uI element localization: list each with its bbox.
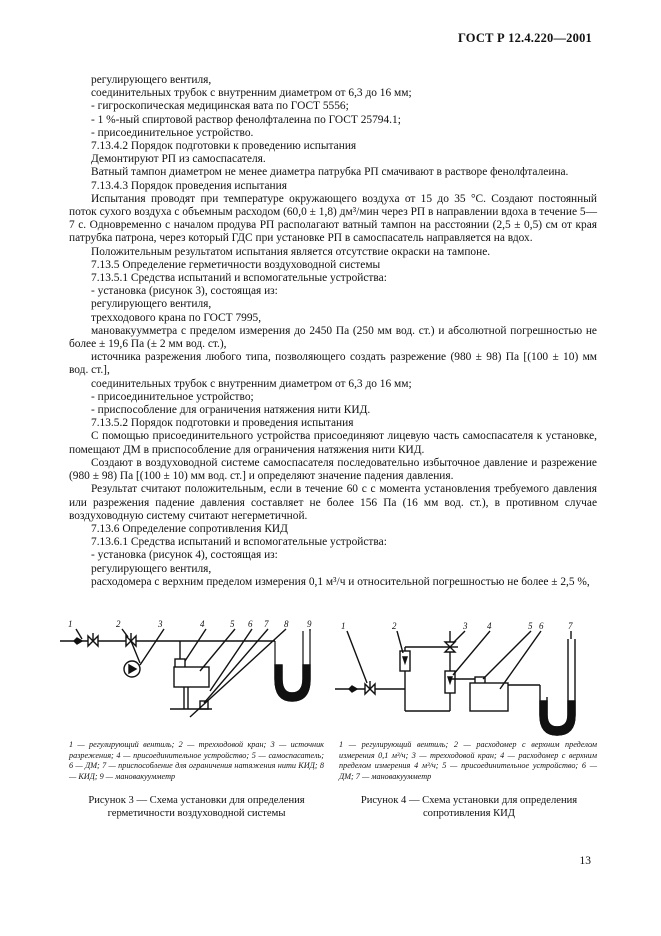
paragraph: Ватный тампон диаметром не менее диаметра патрубка РП смачивают в растворе фенолфталеина.: [91, 166, 569, 179]
figure-4-legend: 1 — регулирующий вентиль; 2 — расходомер с верхним пределом измерения 0,1 м³/ч; 3 — трехходовой кран; 4 — расходомер с верхним пределом измерения 4 м³/ч; 5 — присоединительное устройство; 6 — ДМ; 7 — мановакуумметр: [339, 740, 597, 781]
figure-3-legend: 1 — регулирующий вентиль; 2 — трехходовой кран; 3 — источник разрежения; 4 — присоединительное устройство; 5 — самоспасатель; 6 — ДМ; 7 — приспособление для ограничения натяжения нити КИД; 8 — КИД; 9 — мановакуумметр: [69, 740, 324, 781]
fig3-label-7: 7: [264, 619, 269, 629]
paragraph: трехходового крана по ГОСТ 7995,: [91, 311, 262, 324]
paragraph: источника разрежения любого типа, позволяющего создать разрежение (980 ± 98) Па [(100 ± 10) мм вод. ст.],: [69, 351, 597, 377]
paragraph: Создают в воздуховодной системе самоспасателя последовательно избыточное давление и разрежение (980 ± 98) Па [(100 ± 10) мм вод. ст.] и определяют значение падения давления.: [69, 456, 597, 483]
paragraph: 7.13.4.3 Порядок проведения испытания: [91, 179, 287, 192]
figure-3-diagram: [60, 617, 330, 737]
fig4-label-7: 7: [568, 621, 573, 631]
fig3-label-2: 2: [116, 619, 121, 629]
fig3-label-1: 1: [68, 619, 73, 629]
fig4-label-6: 6: [539, 621, 544, 631]
paragraph: 7.13.5.1 Средства испытаний и вспомогательные устройства:: [91, 272, 387, 285]
page-number: 13: [579, 855, 591, 867]
paragraph: Результат считают положительным, если в течение 60 с с момента установления требуемого давления или разрежения падение давления составляет не более 156 Па (16 мм вод. ст.), в противном случае воздуховодную систему считают негерметичной.: [69, 483, 597, 522]
fig4-label-5: 5: [528, 621, 533, 631]
paragraph: - гигроскопическая медицинская вата по ГОСТ 5556;: [91, 100, 349, 113]
paragraph: - установка (рисунок 4), состоящая из:: [91, 549, 278, 562]
paragraph: Демонтируют РП из самоспасателя.: [91, 153, 266, 166]
paragraph: 7.13.6.1 Средства испытаний и вспомогательные устройства:: [91, 536, 387, 549]
paragraph: расходомера с верхним пределом измерения 0,1 м³/ч и относительной погрешностью не более ± 2,5 %,: [91, 575, 590, 588]
paragraph: соединительных трубок с внутренним диаметром от 6,3 до 16 мм;: [91, 377, 412, 390]
fig3-label-9: 9: [307, 619, 312, 629]
paragraph: соединительных трубок с внутренним диаметром от 6,3 до 16 мм;: [91, 87, 412, 100]
figure-4-caption: Рисунок 4 — Схема установки для определения сопротивления КИД: [360, 795, 578, 819]
fig3-label-4: 4: [200, 619, 205, 629]
fig3-label-3: 3: [158, 619, 163, 629]
fig3-label-8: 8: [284, 619, 289, 629]
paragraph: - приспособление для ограничения натяжения нити КИД.: [91, 404, 371, 417]
paragraph: Положительным результатом испытания является отсутствие окраски на тампоне.: [91, 245, 491, 258]
paragraph: регулирующего вентиля,: [91, 74, 212, 86]
paragraph: - 1 %-ный спиртовой раствор фенолфталеина по ГОСТ 25794.1;: [91, 113, 401, 126]
fig3-label-6: 6: [248, 619, 253, 629]
paragraph: - присоединительное устройство.: [91, 126, 254, 139]
document-header: ГОСТ Р 12.4.220—2001: [457, 31, 592, 45]
figures-area: [60, 617, 605, 737]
paragraph: - установка (рисунок 3), состоящая из:: [91, 285, 278, 298]
paragraph: - присоединительное устройство;: [91, 390, 254, 403]
paragraph: 7.13.4.2 Порядок подготовки к проведению испытания: [91, 140, 357, 153]
body-text: [69, 74, 597, 589]
paragraph: регулирующего вентиля,: [91, 562, 212, 575]
fig3-label-5: 5: [230, 619, 235, 629]
fig4-label-3: 3: [463, 621, 468, 631]
fig4-label-1: 1: [341, 621, 346, 631]
paragraph: мановакуумметра с пределом измерения до 2450 Па (250 мм вод. ст.) и абсолютной погрешностью не более ± 19,6 Па (± 2 мм вод. ст.),: [69, 324, 597, 351]
paragraph: регулирующего вентиля,: [91, 298, 212, 311]
paragraph: 7.13.6 Определение сопротивления КИД: [91, 522, 288, 535]
fig4-label-4: 4: [487, 621, 492, 631]
paragraph: Испытания проводят при температуре окружающего воздуха от 15 до 35 °С. Создают постоянный поток сухого воздуха с объемным расходом (60,0 ± 1,8) дм³/мин через РП в направлении вдоха в течение 5—7 с. Одновременно с началом продува РП располагают ватный тампон на расстоянии (2,5 ± 0,5) см от края патрубка патрона, через который ГДС при установке РП в самоспасатель направляется на вдох.: [69, 192, 597, 245]
paragraph: С помощью присоединительного устройства присоединяют лицевую часть самоспасателя к установке, помещают ДМ в приспособление для ограничения натяжения нити КИД.: [69, 430, 597, 456]
fig4-label-2: 2: [392, 621, 397, 631]
figure-4-diagram: [335, 617, 605, 737]
paragraph: 7.13.5.2 Порядок подготовки и проведения испытания: [91, 417, 354, 430]
paragraph: 7.13.5 Определение герметичности воздуховодной системы: [91, 258, 381, 271]
figure-3-caption: Рисунок 3 — Схема установки для определения герметичности воздуховодной системы: [88, 795, 305, 819]
